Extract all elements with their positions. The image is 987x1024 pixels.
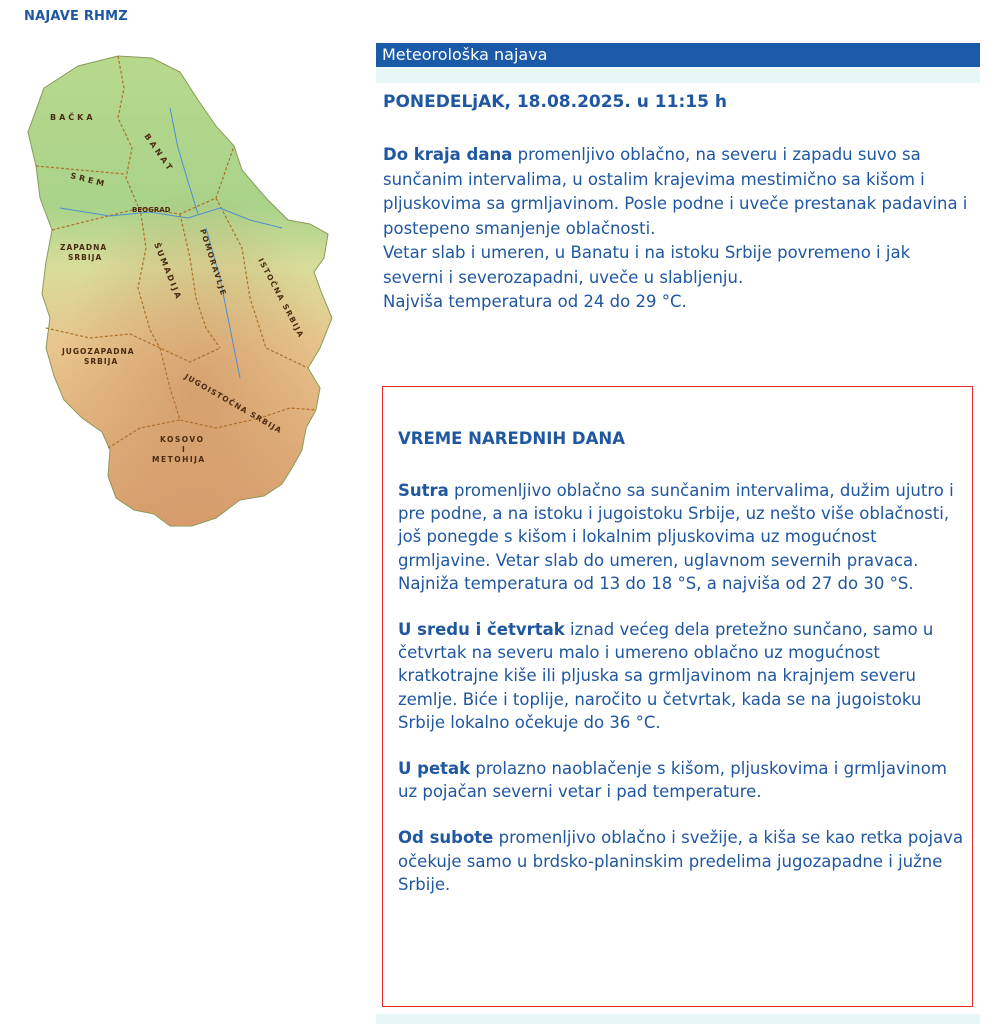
next-days-body: [398, 479, 964, 919]
outlook-paragraph-friday: [398, 757, 964, 803]
outlook-lead: U sredu i četvrtak: [398, 620, 565, 640]
next-days-title: VREME NAREDNIH DANA: [398, 429, 625, 448]
map-label-zapadna-srbija-2: SRBIJA: [68, 253, 103, 262]
outlook-paragraph-saturday: [398, 826, 964, 896]
outlook-text: iznad većeg dela pretežno sunčano, samo u četvrtak na severu malo i umereno oblačno uz mogućnost kratkotrajne kiše ili pljuska sa grmljavinom na krajnjem severu zemlje. Biće i toplije, naročito u četvrtak, kada se na jugoistoku Srbije lokalno očekuje do 36 °C.: [398, 620, 934, 732]
forecast-date: PONEDELjAK, 18.08.2025. u 11:15 h: [383, 92, 727, 112]
outlook-lead: Sutra: [398, 481, 449, 500]
today-wind: Vetar slab i umeren, u Banatu i na istoku Srbije povremeno i jak severni i severozapadni, uveče u slabljenju.: [383, 243, 911, 287]
today-main-paragraph: [383, 143, 975, 241]
map-label-pomoravlje: POMORAVLJE: [198, 227, 229, 298]
outlook-lead: Od subote: [398, 828, 494, 848]
map-label-srem: SREM: [69, 171, 108, 189]
map-label-istocna-srbija: ISTOČNA SRBIJA: [256, 256, 307, 340]
map-label-kosovo-3: METOHIJA: [152, 455, 206, 464]
today-text: promenljivo oblačno, na severu i zapadu suvo sa sunčanim intervalima, u ostalim krajevima mestimično sa kišom i pljuskovima sa grmljavinom. Posle podne i uveče prestanak padavina i postepeno smanjenje oblačnosti.: [383, 145, 968, 238]
map-label-jugozapadna-srbija-2: SRBIJA: [84, 357, 119, 366]
map-label-beograd: BEOGRAD: [132, 206, 171, 214]
map-label-banat: BANAT: [142, 131, 176, 175]
outlook-text: prolazno naoblačenje s kišom, pljuskovima i grmljavinom uz pojačan severni vetar i pad temperature.: [398, 759, 947, 802]
map-label-backa: BAČKA: [50, 113, 96, 122]
outlook-lead: U petak: [398, 759, 471, 779]
panel-footer-strip: [376, 1014, 980, 1024]
today-forecast: [383, 143, 975, 315]
map-label-jugozapadna-srbija-1: JUGOZAPADNA: [62, 347, 135, 356]
map-label-kosovo-2: I: [182, 445, 185, 454]
today-temperature: Najviša temperatura od 24 do 29 °C.: [383, 292, 687, 311]
outlook-text: promenljivo oblačno i svežije, a kiša se kao retka pojava očekuje samo u brdsko-planinskim predelima jugozapadne i južne Srbije.: [398, 828, 964, 894]
panel-header-strip: [376, 67, 980, 83]
next-days-box: [382, 386, 973, 1007]
map-label-sumadija: ŠUMADIJA: [152, 241, 184, 302]
map-label-zapadna-srbija-1: ZAPADNA: [60, 243, 108, 252]
section-title[interactable]: NAJAVE RHMZ: [24, 9, 128, 24]
panel-header: Meteorološka najava: [376, 43, 980, 67]
map-label-jugoistocna-srbija: JUGOISTOČNA SRBIJA: [183, 371, 284, 436]
map-label-kosovo-1: KOSOVO: [160, 435, 205, 444]
outlook-paragraph-wed-thu: [398, 618, 964, 734]
serbia-regions-map[interactable]: [20, 48, 360, 538]
outlook-paragraph-tomorrow: [398, 479, 964, 595]
today-lead: Do kraja dana: [383, 145, 513, 164]
outlook-text: promenljivo oblačno sa sunčanim intervalima, dužim ujutro i pre podne, a na istoku i jugoistoku Srbije, uz nešto više oblačnosti, još ponegde s kišom i lokalnim pljuskovima uz mogućnost grmljavine. Vetar slab do umeren, uglavnom severnih pravaca. Najniža temperatura od 13 do 18 °S, a najviša od 27 do 30 °S.: [398, 481, 954, 593]
